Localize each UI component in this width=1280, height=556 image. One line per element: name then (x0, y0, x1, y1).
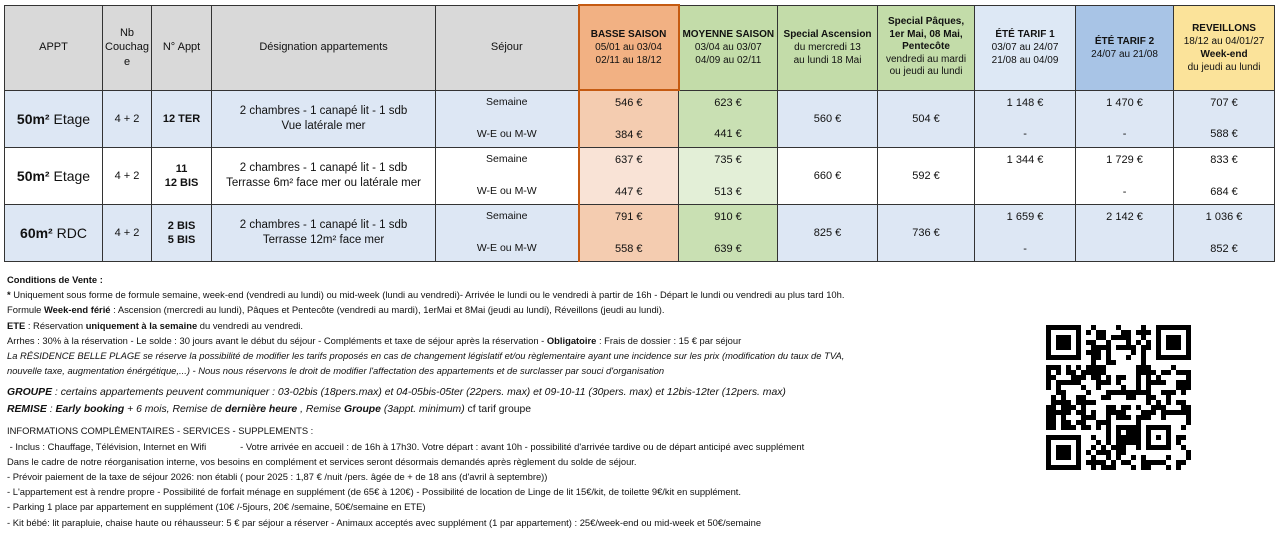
header-basse-saison: BASSE SAISON 05/01 au 03/04 02/11 au 18/12 (579, 5, 679, 90)
price-ascension-cell: 560 € (778, 90, 878, 148)
infos-title: INFORMATIONS COMPLÉMENTAIRES - SERVICES - SUPPLEMENTS : (7, 425, 314, 437)
price-reveillons-cell: 1 036 € 852 € (1174, 205, 1275, 262)
remise-line: REMISE : Early booking + 6 mois, Remise de dernière heure , Remise Groupe (3appt. minimum) cf tarif groupe (7, 403, 532, 415)
infos-line: - Kit bébé: lit parapluie, chaise haute ou réhausseur: 5 € par séjour a réserver - Animaux acceptés avec supplément (1 par appartement) : 25€/week-end ou mid-week et 50€/semaine (7, 516, 762, 528)
table-row (5, 90, 1275, 148)
header-paques: Special Pâques, 1er Mai, 08 Mai, Pentecôte vendredi au mardi ou jeudi au lundi (878, 5, 975, 90)
appt-cell: 60m² RDC (5, 205, 103, 262)
header-reveillons: REVEILLONS 18/12 au 04/01/27 Week-end du jeudi au lundi (1174, 5, 1275, 90)
header-ete-tarif-1: ÉTÉ TARIF 1 03/07 au 24/07 21/08 au 04/09 (975, 5, 1076, 90)
qr-finder (1046, 435, 1081, 440)
tarif-table (4, 4, 1275, 262)
price-basse-cell: 791 € 558 € (579, 205, 679, 262)
price-basse-cell: 546 € 384 € (579, 90, 679, 148)
nb-couchage-cell: 4 + 2 (103, 205, 152, 262)
nb-couchage-cell: 4 + 2 (103, 148, 152, 205)
conditions-title: Conditions de Vente : (7, 274, 103, 285)
price-ete2-cell: 1 729 € - (1076, 148, 1174, 205)
price-reveillons-cell: 707 € 588 € (1174, 90, 1275, 148)
header-sejour: Séjour (436, 5, 579, 90)
price-paques-cell: 736 € (878, 205, 975, 262)
infos-line: - L'appartement est à rendre propre - Possibilité de forfait ménage en supplément (de 65€ à 120€) - Possibilité de location de Linge de lit 15€/kit, de toilette 9€/kit en supplément. (7, 486, 742, 498)
price-ascension-cell: 825 € (778, 205, 878, 262)
header-ete-tarif-2: ÉTÉ TARIF 2 24/07 au 21/08 (1076, 5, 1174, 90)
price-moyenne-cell: 623 € 441 € (679, 90, 778, 148)
price-ascension-cell: 660 € (778, 148, 878, 205)
header-ascension: Special Ascension du mercredi 13 au lundi 18 Mai (778, 5, 878, 90)
price-moyenne-cell: 735 € 513 € (679, 148, 778, 205)
appt-cell: 50m² Etage (5, 90, 103, 148)
price-moyenne-cell: 910 € 639 € (679, 205, 778, 262)
header-num-appt: N° Appt (152, 5, 212, 90)
table-row (5, 205, 1275, 262)
designation-cell: 2 chambres - 1 canapé lit - 1 sdb Vue latérale mer (212, 90, 436, 148)
header-moyenne-saison: MOYENNE SAISON 03/04 au 03/07 04/09 au 02/11 (679, 5, 778, 90)
price-ete1-cell: 1 148 € - (975, 90, 1076, 148)
num-appt-cell: 12 TER (152, 90, 212, 148)
qr-finder (1046, 325, 1081, 330)
designation-cell: 2 chambres - 1 canapé lit - 1 sdb Terrasse 6m² face mer ou latérale mer (212, 148, 436, 205)
conditions-line-3: ETE : Réservation uniquement à la semaine du vendredi au vendredi. (7, 319, 303, 331)
table-row (5, 148, 1275, 205)
header-nb-couchage: Nb Couchag e (103, 5, 152, 90)
conditions-line-1: * Uniquement sous forme de formule semaine, week-end (vendredi au lundi) ou mid-week (lundi au vendredi)- Arrivée le lundi ou le vendredi à partir de 16h - Départ le lundi ou vendredi au plus tard 10h. (7, 289, 845, 301)
header-appt: APPT (5, 5, 103, 90)
conditions-line-6: nouvelle taxe, augmentation énérgétique,...) - Nous nous réservons le droit de modifier l'affectation des appartements et de surclasser par souci d'organisation (7, 365, 665, 377)
price-ete1-cell: 1 344 € (975, 148, 1076, 205)
price-reveillons-cell: 833 € 684 € (1174, 148, 1275, 205)
sejour-cell: Semaine W-E ou M-W (436, 148, 579, 205)
groupe-line: GROUPE : certains appartements peuvent communiquer : 03-02bis (18pers.max) et 04-05bis-05ter (22pers. max) et 09-10-11 (30pers. max) et 12bis-12ter (12pers. max) (7, 387, 786, 399)
price-basse-cell: 637 € 447 € (579, 148, 679, 205)
qr-finder (1156, 325, 1191, 330)
sejour-cell: Semaine W-E ou M-W (436, 205, 579, 262)
qr-code-icon[interactable] (1046, 325, 1191, 470)
price-paques-cell: 504 € (878, 90, 975, 148)
infos-line: Dans le cadre de notre réorganisation interne, vos besoins en complément et services seront désormais demandés après règlement du solde de séjour. (7, 455, 637, 467)
header-row (5, 5, 1275, 90)
price-ete2-cell: 2 142 € (1076, 205, 1174, 262)
price-paques-cell: 592 € (878, 148, 975, 205)
num-appt-cell: 11 12 BIS (152, 148, 212, 205)
num-appt-cell: 2 BIS 5 BIS (152, 205, 212, 262)
infos-line: - Prévoir paiement de la taxe de séjour 2026: non établi ( pour 2025 : 1,87 € /nuit /pers. âgée de + de 18 ans (d'avril à septembre)) (7, 471, 548, 483)
designation-cell: 2 chambres - 1 canapé lit - 1 sdb Terrasse 12m² face mer (212, 205, 436, 262)
conditions-line-2: Formule Week-end férié : Ascension (mercredi au lundi), Pâques et Pentecôte (vendredi au mardi), 1erMai et 8Mai (jeudi au lundi), Réveillons (jeudi au lundi). (7, 304, 665, 316)
sejour-cell: Semaine W-E ou M-W (436, 90, 579, 148)
price-ete2-cell: 1 470 € - (1076, 90, 1174, 148)
infos-line: - Parking 1 place par appartement en supplément (10€ /-5jours, 20€ /semaine, 50€/semaine en ETE) (7, 501, 426, 513)
conditions-line-5: La RÉSIDENCE BELLE PLAGE se réserve la possibilité de modifier les tarifs proposés en cas de changement législatif et/ou règlementaire ayant une incidence sur les prix (modification du taux de TVA, (7, 350, 845, 362)
price-ete1-cell: 1 659 € - (975, 205, 1076, 262)
nb-couchage-cell: 4 + 2 (103, 90, 152, 148)
conditions-section (7, 272, 1007, 530)
appt-cell: 50m² Etage (5, 148, 103, 205)
header-designation: Désignation appartements (212, 5, 436, 90)
infos-line: - Inclus : Chauffage, Télévision, Internet en Wifi - Votre arrivée en accueil : de 16h à 17h30. Votre départ : avant 10h - possibilité d'arrivée tardive ou de départ anticipé avec supplément (7, 440, 805, 452)
conditions-line-4: Arrhes : 30% à la réservation - Le solde : 30 jours avant le début du séjour - Compléments et taxe de séjour après la réservation - Obligatoire : Frais de dossier : 15 € par séjour (7, 334, 742, 346)
